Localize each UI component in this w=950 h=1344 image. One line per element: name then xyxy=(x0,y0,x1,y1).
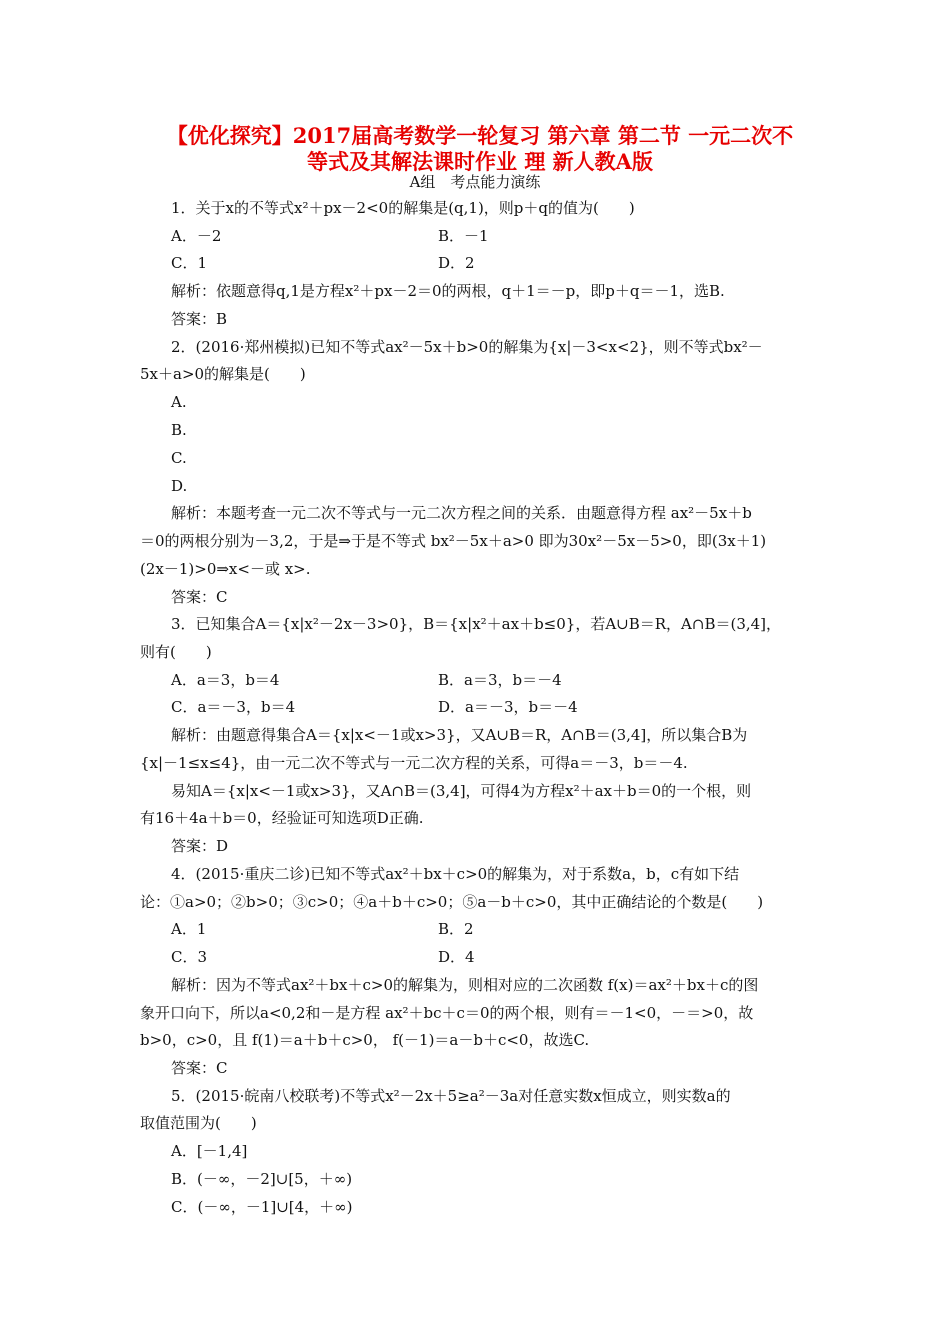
q4-analysis-line-3: b>0，c>0，且 f(1)＝a＋b＋c>0， f(－1)＝a－b＋c<0，故选C. xyxy=(140,1031,590,1049)
q3-analysis-line-1: 解析：由题意得集合A＝{x|x<－1或x>3}，又A∪B＝R，A∩B＝(3,4]，所以集合B为 xyxy=(171,726,748,744)
q2-option-c: C. xyxy=(171,449,187,467)
q5-option-b: B．(－∞，－2]∪[5，＋∞) xyxy=(171,1170,353,1188)
q2-stem-line-2: 5x＋a>0的解集是( ) xyxy=(140,365,306,383)
q4-analysis-line-1: 解析：因为不等式ax²＋bx＋c>0的解集为，则相对应的二次函数 f(x)＝ax²＋bx＋c的图 xyxy=(171,976,759,994)
q3-answer: 答案：D xyxy=(171,837,229,855)
title-line-1: 【优化探究】2017届高考数学一轮复习 第六章 第二节 一元二次不 xyxy=(166,123,794,148)
q4-option-a: A．1 xyxy=(171,920,207,938)
q5-option-c: C．(－∞，－1]∪[4，＋∞) xyxy=(171,1198,353,1216)
q1-stem: 1．关于x的不等式x²＋px－2<0的解集是(q,1)，则p＋q的值为( ) xyxy=(171,199,635,217)
q2-analysis-line-2: ＝0的两根分别为－3,2，于是⇒于是不等式 bx²－5x＋a>0 即为30x²－5x－5>0，即(3x＋1) xyxy=(140,532,767,550)
q2-analysis-line-3: (2x－1)>0⇒x<－或 x>. xyxy=(140,560,311,578)
q5-stem-line-2: 取值范围为( ) xyxy=(140,1114,257,1132)
q2-answer: 答案：C xyxy=(171,588,228,606)
q4-stem-line-2: 论：①a>0；②b>0；③c>0；④a＋b＋c>0；⑤a－b＋c>0，其中正确结论的个数是( ) xyxy=(140,893,764,911)
q5-stem-line-1: 5．(2015·皖南八校联考)不等式x²－2x＋5≥a²－3a对任意实数x恒成立，则实数a的 xyxy=(171,1087,731,1105)
q1-option-b: B．－1 xyxy=(438,227,489,245)
title-line-2: 等式及其解法课时作业 理 新人教A版 xyxy=(307,149,653,174)
q1-answer: 答案：B xyxy=(171,310,228,328)
q1-analysis: 解析：依题意得q,1是方程x²＋px－2＝0的两根，q＋1＝－p，即p＋q＝－1，选B. xyxy=(171,282,725,300)
q3-option-b: B．a＝3，b＝－4 xyxy=(438,671,562,689)
section-heading: A组 考点能力演练 xyxy=(409,173,541,191)
q5-option-a: A．[－1,4] xyxy=(171,1142,248,1160)
q3-stem-line-1: 3．已知集合A＝{x|x²－2x－3>0}，B＝{x|x²＋ax＋b≤0}，若A∪B＝R，A∩B＝(3,4]， xyxy=(171,615,782,633)
q3-option-a: A．a＝3，b＝4 xyxy=(171,671,280,689)
q3-option-c: C．a＝－3，b＝4 xyxy=(171,698,296,716)
q4-option-b: B．2 xyxy=(438,920,474,938)
title-text xyxy=(140,123,820,175)
q2-option-a: A. xyxy=(171,393,187,411)
q3-analysis-line-4: 有16＋4a＋b＝0，经验证可知选项D正确. xyxy=(140,809,424,827)
q2-stem-line-1: 2．(2016·郑州模拟)已知不等式ax²－5x＋b>0的解集为{x|－3<x<2}，则不等式bx²－ xyxy=(171,338,763,356)
q1-option-c: C．1 xyxy=(171,254,208,272)
q2-option-d: D. xyxy=(171,477,188,495)
q3-option-d: D．a＝－3，b＝－4 xyxy=(438,698,578,716)
q4-analysis-line-2: 象开口向下，所以a<0,2和－是方程 ax²＋bc＋c＝0的两个根，则有＝－1<0，－＝>0，故 xyxy=(140,1004,754,1022)
q3-stem-line-2: 则有( ) xyxy=(140,643,212,661)
q3-analysis-line-2: {x|－1≤x≤4}，由一元二次不等式与一元二次方程的关系，可得a＝－3，b＝－4. xyxy=(140,754,688,772)
q2-option-b: B. xyxy=(171,421,187,439)
q4-option-d: D．4 xyxy=(438,948,475,966)
q1-option-d: D．2 xyxy=(438,254,475,272)
q1-option-a: A．－2 xyxy=(171,227,222,245)
q4-stem-line-1: 4．(2015·重庆二诊)已知不等式ax²＋bx＋c>0的解集为，对于系数a，b，c有如下结 xyxy=(171,865,740,883)
q4-answer: 答案：C xyxy=(171,1059,228,1077)
q2-analysis-line-1: 解析：本题考查一元二次不等式与一元二次方程之间的关系．由题意得方程 ax²－5x＋b xyxy=(171,504,752,522)
q3-analysis-line-3: 易知A＝{x|x<－1或x>3}，又A∩B＝(3,4]，可得4为方程x²＋ax＋b＝0的一个根，则 xyxy=(171,782,752,800)
q4-option-c: C．3 xyxy=(171,948,208,966)
